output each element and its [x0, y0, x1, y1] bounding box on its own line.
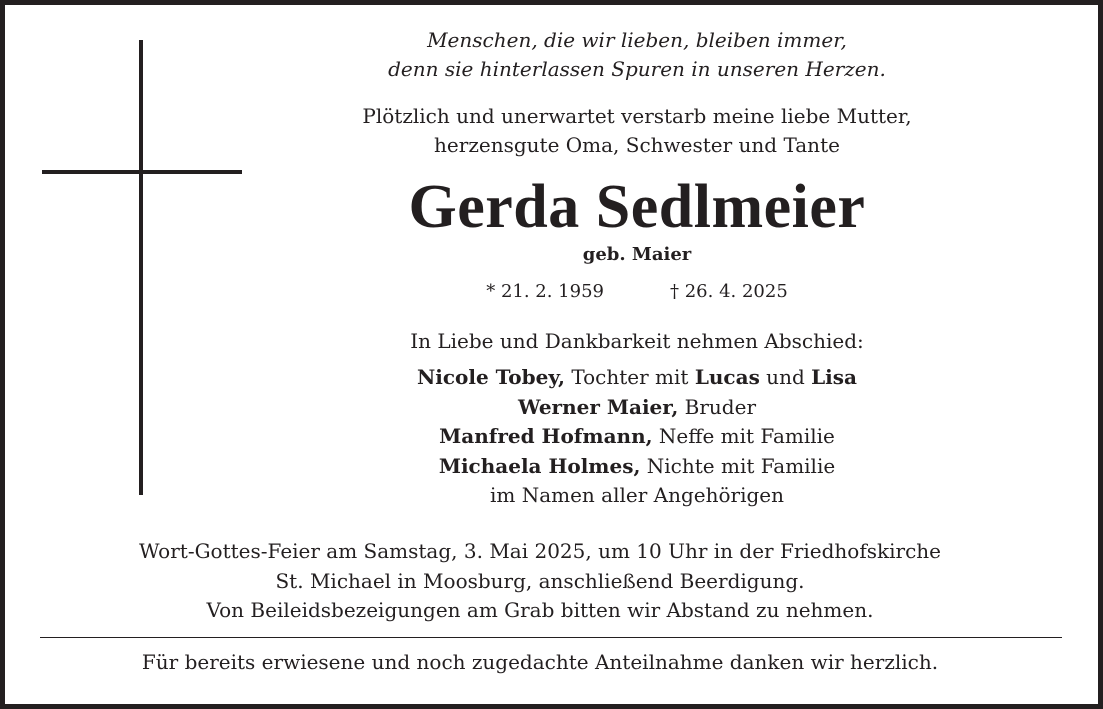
thanks-line: Für bereits erwiesene und noch zugedachte Anteilnahme danken wir herzlich.	[141, 650, 939, 674]
motto	[290, 26, 984, 84]
mourner-relation: Tochter mit	[565, 365, 695, 389]
life-dates	[290, 279, 984, 305]
intro-line-1: Plötzlich und unerwartet verstarb meine liebe Mutter,	[362, 104, 912, 128]
service-line-2: St. Michael in Moosburg, anschließend Beerdigung.	[275, 568, 805, 593]
mourner-relation: Nichte mit Familie	[640, 453, 836, 478]
mourner-row	[290, 452, 984, 482]
cross-vertical-bar	[139, 40, 143, 495]
birth-name: geb. Maier	[582, 244, 692, 265]
intro-line-2: herzensgute Oma, Schwester und Tante	[434, 133, 840, 157]
mourner-relation: Neffe mit Familie	[652, 424, 835, 448]
mourner-name: Michaela Holmes,	[438, 453, 641, 478]
intro-text	[290, 102, 984, 160]
motto-line-2: denn sie hinterlassen Spuren in unseren Herzen.	[388, 57, 886, 81]
birth-date: * 21. 2. 1959	[486, 281, 604, 302]
death-date: † 26. 4. 2025	[670, 281, 788, 302]
mourner-name: Werner Maier,	[517, 394, 679, 419]
cross-horizontal-bar	[42, 170, 242, 174]
mourner-row	[290, 422, 984, 452]
deceased-name: Gerda Sedlmeier	[408, 173, 866, 241]
service-info	[40, 537, 1040, 626]
grandchild-name: Lisa	[811, 365, 857, 389]
mourner-row	[290, 393, 984, 423]
mourner-relation: Bruder	[678, 394, 757, 419]
motto-line-1: Menschen, die wir lieben, bleiben immer,	[427, 28, 847, 52]
service-line-1: Wort-Gottes-Feier am Samstag, 3. Mai 2025, um 10 Uhr in der Friedhofskirche	[138, 539, 941, 563]
divider-line	[40, 637, 1062, 638]
farewell-line: In Liebe und Dankbarkeit nehmen Abschied:	[410, 329, 864, 353]
mourner-conjunction: und	[759, 365, 812, 389]
mourners-closing: im Namen aller Angehörigen	[489, 483, 784, 507]
grandchild-name: Lucas	[694, 365, 760, 389]
mourner-name: Nicole Tobey,	[417, 365, 565, 389]
mourners-list	[290, 363, 984, 511]
mourner-row	[290, 363, 984, 393]
service-line-3: Von Beileidsbezeigungen am Grab bitten wir Abstand zu nehmen.	[206, 598, 874, 622]
mourner-name: Manfred Hofmann,	[439, 424, 653, 448]
